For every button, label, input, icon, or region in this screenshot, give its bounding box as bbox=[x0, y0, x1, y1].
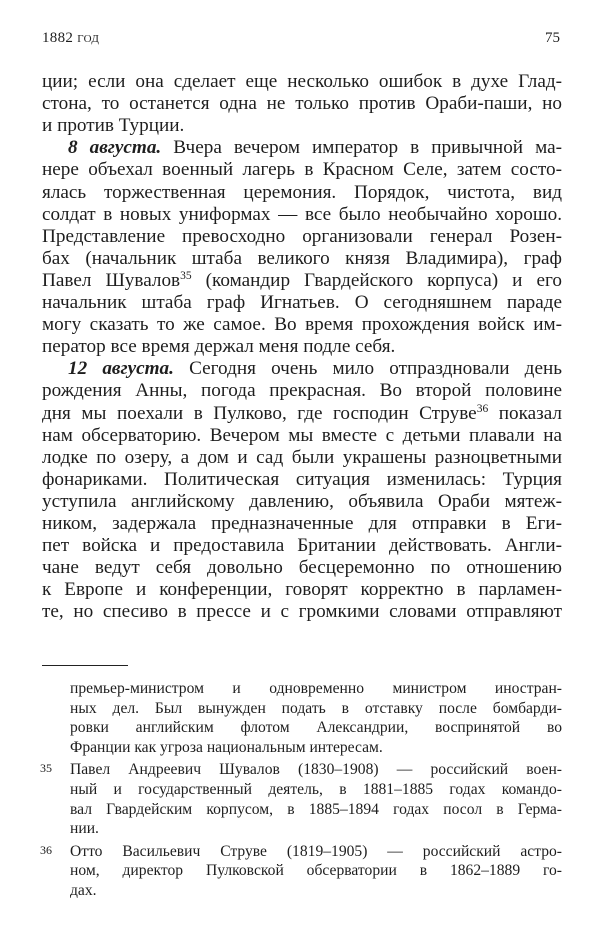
footnote-line: Франции как угроза национальным интересам. bbox=[70, 738, 383, 756]
text-line bbox=[42, 204, 562, 226]
text-segment: стона, то останется одна не только против Ораби-паши, но bbox=[42, 93, 562, 115]
text-line bbox=[42, 447, 562, 469]
text-segment: бах (начальник штаба великого князя Владимира), граф bbox=[42, 247, 562, 269]
footnote-line: Павел Андреевич Шувалов (1830–1908) — российский воен- bbox=[70, 761, 562, 779]
text-segment: дня мы поехали в Пулково, где господин Струве bbox=[42, 402, 477, 424]
text-segment: ператор все время держал меня подле себя. bbox=[42, 336, 396, 358]
text-line bbox=[42, 270, 562, 292]
text-segment: чане ведут себя довольно бесцеремонно по отношению bbox=[42, 557, 562, 579]
text-line bbox=[42, 182, 562, 204]
text-segment: лодке по озеру, а дом и сад были украшены разноцветными bbox=[42, 446, 562, 468]
text-segment: могу сказать то же самое. Во время прохождения войск им- bbox=[42, 314, 562, 336]
text-line bbox=[42, 380, 562, 402]
text-segment: ции; если она сделает еще несколько ошибок в духе Глад- bbox=[42, 71, 562, 92]
text-line bbox=[42, 513, 562, 535]
text-line bbox=[42, 336, 562, 358]
text-line bbox=[42, 535, 562, 557]
page-number: 75 bbox=[545, 30, 560, 46]
text-line bbox=[42, 579, 562, 601]
footnote-number: 35 bbox=[40, 761, 52, 776]
text-segment: ялась торжественная церемония. Порядок, чистота, вид bbox=[42, 181, 562, 203]
text-segment: пет войска и предоставила Британии действовать. Англи- bbox=[42, 535, 562, 557]
text-line bbox=[42, 469, 562, 491]
text-line bbox=[42, 93, 562, 115]
text-line bbox=[42, 403, 562, 425]
footnote-line: дах. bbox=[70, 882, 97, 899]
text-segment: фонариками. Политическая ситуация изменилась: Турция bbox=[42, 468, 562, 490]
text-segment: Представление превосходно организовали генерал Розен- bbox=[42, 225, 562, 247]
text-line bbox=[42, 425, 562, 447]
text-segment: и против Турции. bbox=[42, 115, 185, 137]
text-line bbox=[42, 557, 562, 579]
footnote-line: ровки английским флотом Александрии, воспринятой во bbox=[70, 719, 562, 737]
text-segment: солдат в новых униформах — все было необычайно хорошо. bbox=[42, 203, 562, 225]
footnote-line: ных дел. Был вынужден подать в отставку после бомбарди- bbox=[70, 699, 562, 717]
text-segment: начальник штаба граф Игнатьев. О сегодняшнем параде bbox=[42, 292, 562, 313]
text-segment: Сегодня очень мило отпраздновали день bbox=[173, 358, 562, 380]
footnote-ref: 36 bbox=[476, 402, 489, 415]
text-segment: Павел Шувалов bbox=[42, 269, 181, 291]
text-segment: те, но спесиво в прессе и с громкими словами отправляют bbox=[42, 601, 562, 623]
running-header-title: 1882 год bbox=[42, 30, 100, 46]
footnote-number: 36 bbox=[40, 842, 52, 857]
footnote-line: нии. bbox=[70, 820, 99, 838]
text-segment: показал bbox=[488, 402, 563, 424]
text-line bbox=[42, 137, 562, 159]
footnote-ref: 35 bbox=[180, 269, 192, 282]
text-segment: (командир Гвардейского корпуса) и его bbox=[191, 269, 562, 291]
text-line bbox=[42, 71, 562, 93]
text-line bbox=[42, 226, 562, 248]
text-segment: уступила английскому давлению, объявила Ораби мятеж- bbox=[42, 490, 562, 512]
entry-date: 12 августа. bbox=[68, 358, 174, 380]
footnote-line: вал Гвардейским корпусом, в 1885–1894 годах посол в Герма- bbox=[70, 800, 562, 818]
text-line bbox=[42, 314, 562, 336]
footnote-line: премьер-министром и одновременно министром иностран- bbox=[70, 680, 562, 697]
text-segment: ником, задержала предназначенные для отправки в Еги- bbox=[42, 513, 562, 534]
footnote-line: ный и государственный деятель, в 1881–1885 годах командо- bbox=[70, 781, 562, 798]
text-segment: нере объехал военный лагерь в Красном Селе, затем состо- bbox=[42, 159, 562, 181]
text-line bbox=[42, 491, 562, 513]
text-line bbox=[42, 159, 562, 181]
text-segment: рождения Анны, погода прекрасная. Во второй половине bbox=[42, 380, 562, 402]
footnote-separator bbox=[42, 665, 128, 666]
text-line bbox=[42, 115, 562, 137]
text-segment: Вчера вечером император в привычной ма- bbox=[161, 137, 562, 159]
text-line bbox=[42, 248, 562, 270]
text-line bbox=[42, 292, 562, 314]
footnote-line: Отто Васильевич Струве (1819–1905) — российский астро- bbox=[70, 842, 562, 860]
entry-date: 8 августа. bbox=[68, 137, 162, 159]
text-line bbox=[42, 601, 562, 623]
text-segment: нам обсерваторию. Вечером мы вместе с детьми плавали на bbox=[42, 424, 562, 446]
footnote-line: ном, директор Пулковской обсерватории в 1862–1889 го- bbox=[70, 862, 562, 880]
text-segment: к Европе и конференции, говорят корректно в парламен- bbox=[42, 579, 562, 601]
text-line bbox=[42, 358, 562, 380]
